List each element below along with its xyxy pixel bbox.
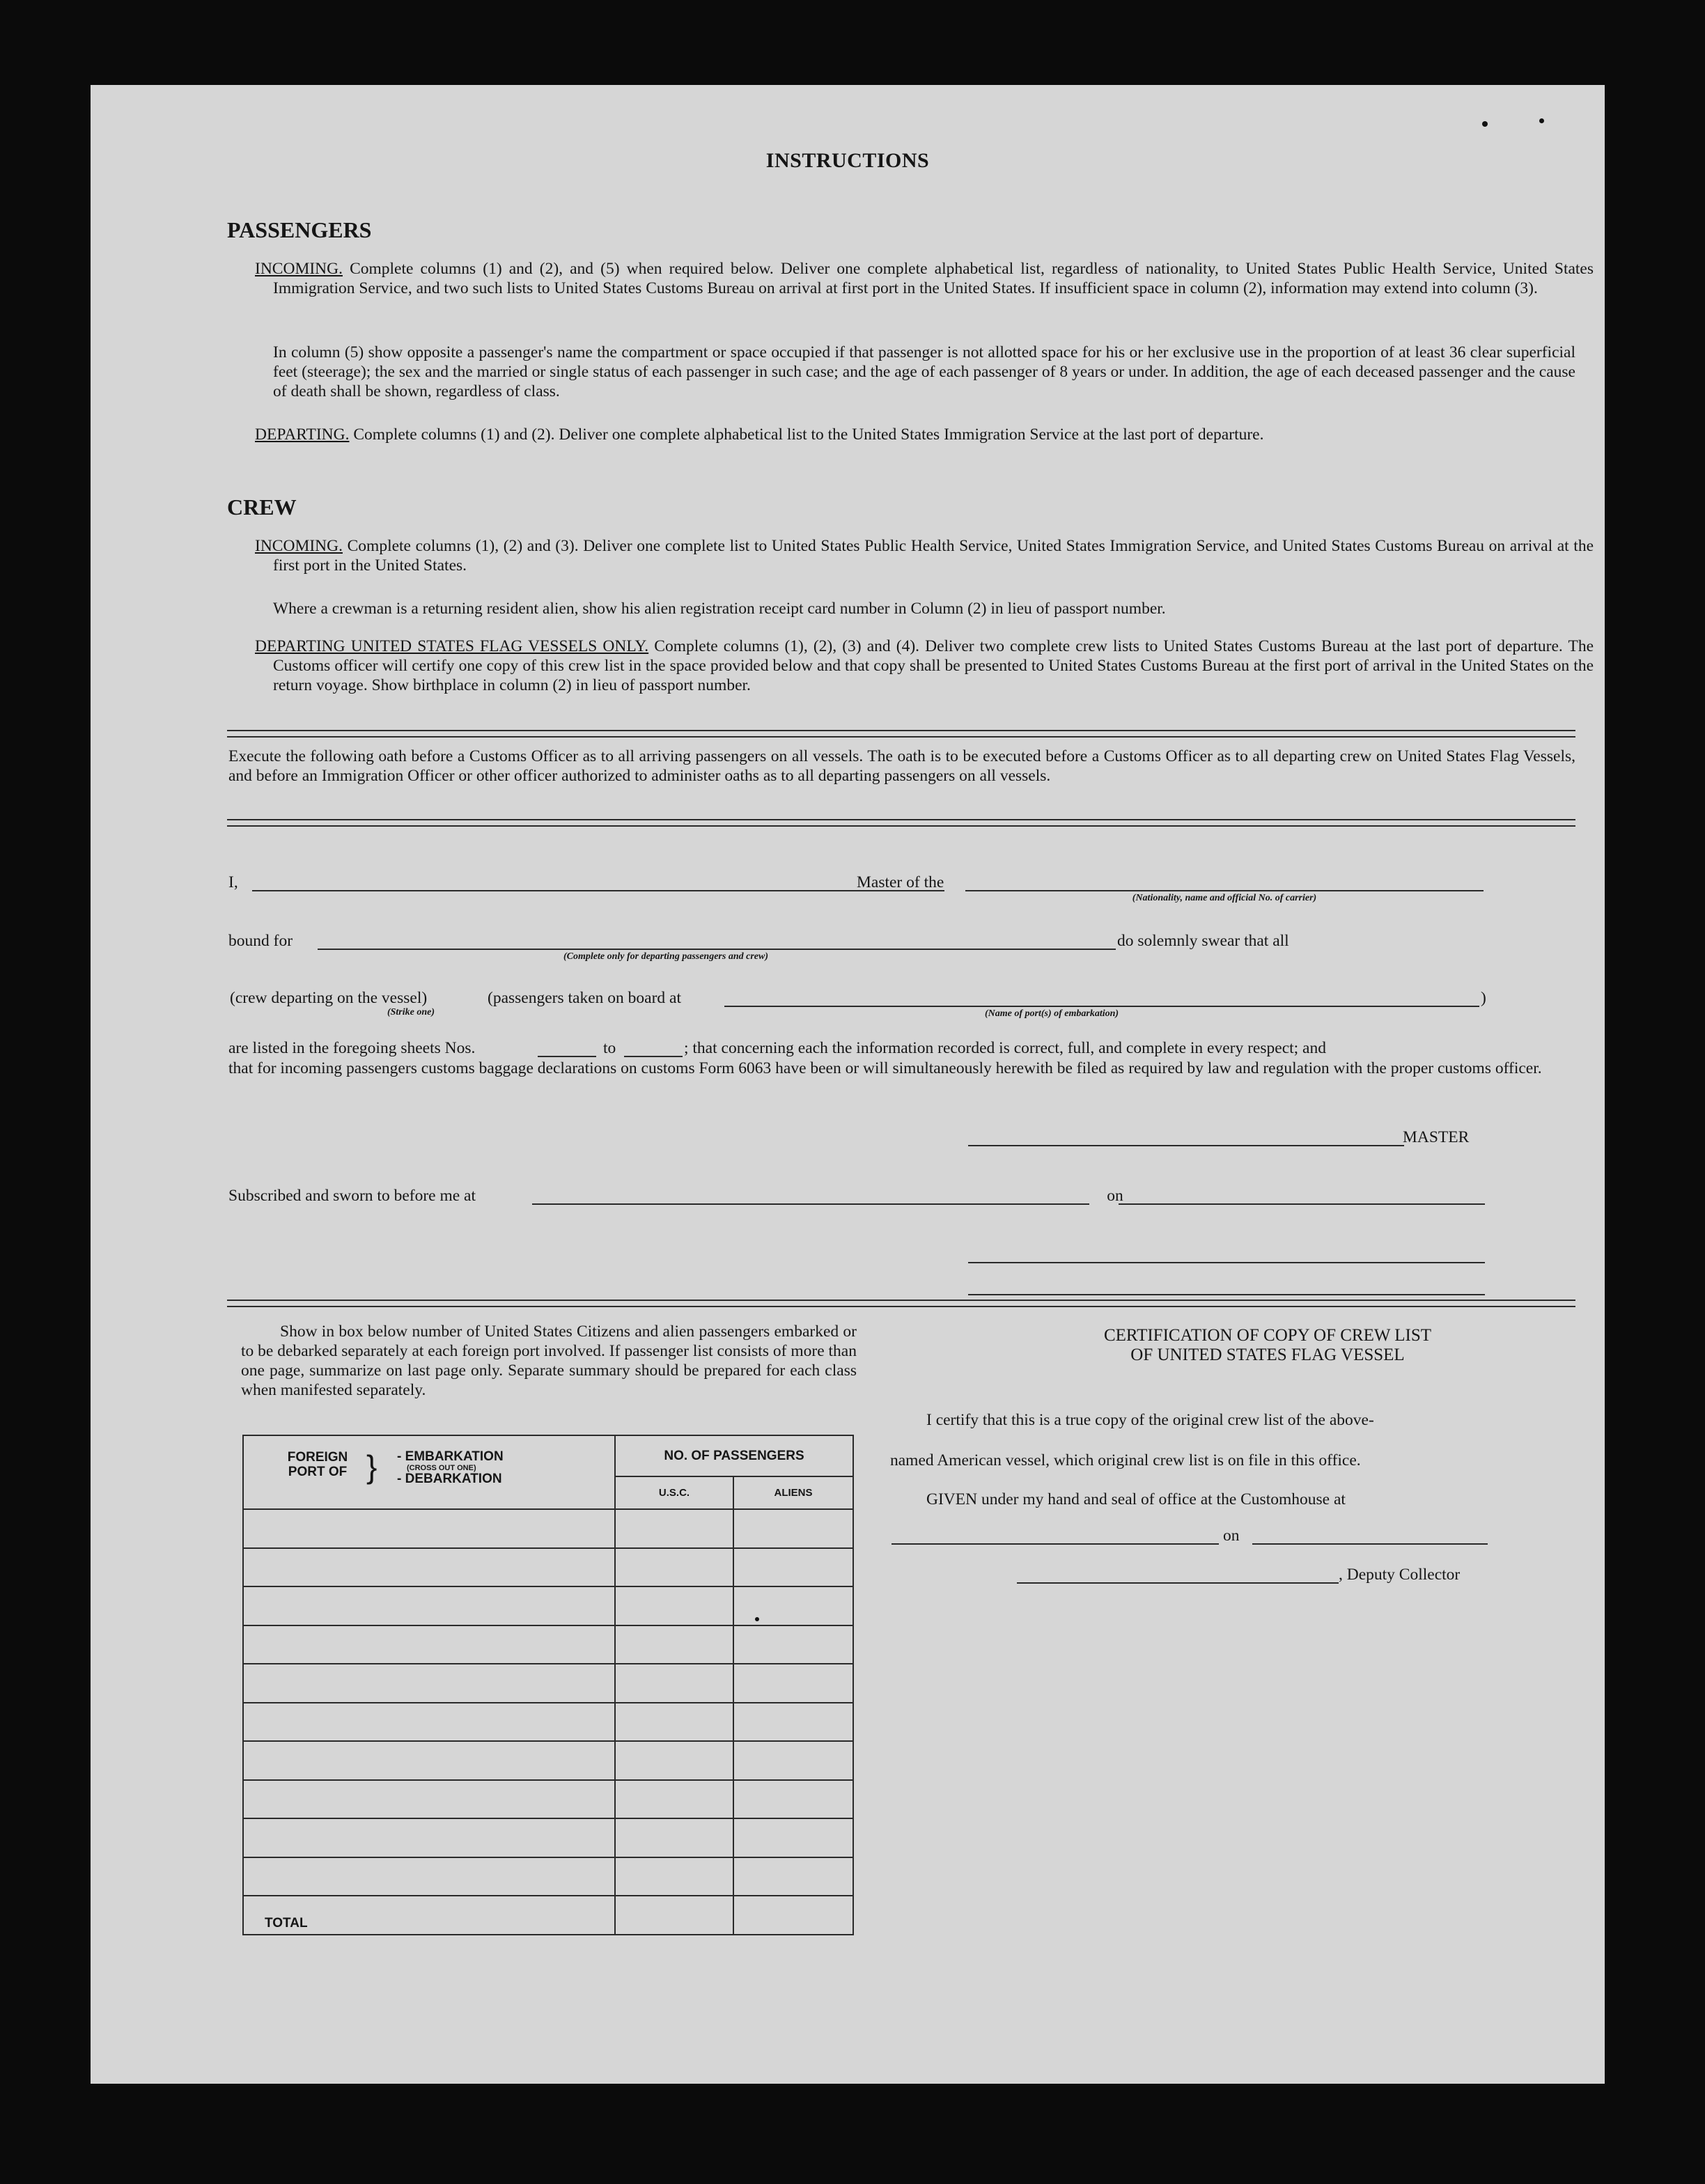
close-paren: ) xyxy=(1481,989,1486,1007)
usc-cell[interactable] xyxy=(615,1586,733,1625)
customhouse-line[interactable] xyxy=(892,1543,1219,1545)
port-cell[interactable] xyxy=(243,1741,615,1780)
sheet-to-line[interactable] xyxy=(624,1056,683,1057)
sworn-date-line[interactable] xyxy=(1119,1203,1485,1205)
table-row xyxy=(243,1548,853,1587)
table-row xyxy=(243,1780,853,1819)
aliens-cell[interactable] xyxy=(733,1548,853,1587)
passengers-board-label: (passengers taken on board at xyxy=(488,989,681,1007)
usc-cell[interactable] xyxy=(615,1780,733,1819)
table-row xyxy=(243,1664,853,1703)
usc-cell[interactable] xyxy=(615,1741,733,1780)
bound-for-label: bound for xyxy=(228,932,293,950)
table-row xyxy=(243,1857,853,1896)
passengers-count-header: NO. OF PASSENGERS xyxy=(615,1435,853,1476)
passengers-incoming-lead: INCOMING. xyxy=(255,260,343,278)
certification-line-3: GIVEN under my hand and seal of office at the Customhouse at xyxy=(926,1490,1346,1508)
total-row xyxy=(243,1896,853,1935)
port-cell[interactable] xyxy=(243,1625,615,1664)
listed-continued: ; that concerning each the information recorded is correct, full, and complete in every respect; and xyxy=(684,1039,1326,1057)
passengers-departing-lead: DEPARTING. xyxy=(255,426,350,444)
aliens-cell[interactable] xyxy=(733,1703,853,1742)
carrier-note: (Nationality, name and official No. of carrier) xyxy=(1132,893,1317,903)
crew-resident-paragraph: Where a crewman is a returning resident alien, show his alien registration receipt card number in Column (2) in lieu of passport number. xyxy=(273,600,1166,618)
crew-heading: CREW xyxy=(227,494,297,520)
listed-declaration: that for incoming passengers customs baggage declarations on customs Form 6063 have been or will simultaneously herewith be filed as required by law and regulation with the proper customs officer. xyxy=(228,1059,1542,1077)
usc-cell[interactable] xyxy=(615,1509,733,1548)
port-cell[interactable] xyxy=(243,1857,615,1896)
oath-i-label: I, xyxy=(228,873,238,891)
port-cell[interactable] xyxy=(243,1586,615,1625)
table-row xyxy=(243,1586,853,1625)
master-of-label: Master of the xyxy=(857,873,944,891)
certification-heading-1: CERTIFICATION OF COPY OF CREW LIST xyxy=(1103,1326,1432,1345)
port-cell[interactable] xyxy=(243,1509,615,1548)
aliens-total-cell[interactable] xyxy=(733,1896,853,1935)
passengers-incoming-text: Complete columns (1) and (2), and (5) when required below. Deliver one complete alphabetical list, regardless of nationality, to United States Public Health Service, United States Immigration Service, and two such lists to United States Customs Bureau on arrival at first port in the United States. If insufficient space in column (2), information may extend into column (3). xyxy=(273,260,1594,297)
total-label: TOTAL xyxy=(243,1896,615,1935)
subscribed-label: Subscribed and sworn to before me at xyxy=(228,1187,476,1205)
port-header xyxy=(243,1435,615,1509)
port-cell[interactable] xyxy=(243,1548,615,1587)
embarkation-ports-line[interactable] xyxy=(724,1006,1479,1007)
passengers-heading: PASSENGERS xyxy=(227,217,372,242)
aliens-cell[interactable] xyxy=(733,1586,853,1625)
certification-line-1: I certify that this is a true copy of the original crew list of the above- xyxy=(926,1411,1374,1429)
sheet-from-line[interactable] xyxy=(538,1056,596,1057)
aliens-header: ALIENS xyxy=(733,1476,853,1509)
table-row xyxy=(243,1703,853,1742)
port-cell[interactable] xyxy=(243,1664,615,1703)
table-row xyxy=(243,1818,853,1857)
certification-line-2: named American vessel, which original crew list is on file in this office. xyxy=(890,1451,1361,1469)
table-row xyxy=(243,1509,853,1548)
scan-speck xyxy=(1539,118,1544,123)
port-cell[interactable] xyxy=(243,1703,615,1742)
crew-departing-label: (crew departing on the vessel) xyxy=(230,989,428,1007)
passengers-incoming-paragraph xyxy=(255,259,1594,298)
aliens-cell[interactable] xyxy=(733,1780,853,1819)
port-cell[interactable] xyxy=(243,1818,615,1857)
listed-to-label: to xyxy=(603,1039,616,1057)
crew-departing-lead: DEPARTING UNITED STATES FLAG VESSELS ONLY. xyxy=(255,637,649,655)
passengers-departing-text: Complete columns (1) and (2). Deliver one complete alphabetical list to the United States Immigration Service at the last port of departure. xyxy=(353,426,1264,444)
carrier-line[interactable] xyxy=(965,890,1484,891)
certification-on-label: on xyxy=(1223,1527,1240,1545)
double-rule xyxy=(227,730,1575,738)
crew-departing-paragraph xyxy=(255,637,1594,695)
debarkation-header: - DEBARKATION xyxy=(397,1472,502,1486)
deputy-signature-line[interactable] xyxy=(1017,1582,1339,1584)
usc-total-cell[interactable] xyxy=(615,1896,733,1935)
brace-glyph: } xyxy=(366,1449,377,1485)
passenger-summary-table xyxy=(242,1435,854,1935)
port-cell[interactable] xyxy=(243,1780,615,1819)
embarkation-ports-note: (Name of port(s) of embarkation) xyxy=(984,1008,1119,1019)
form-page xyxy=(91,85,1605,2084)
scan-speck xyxy=(755,1617,759,1621)
aliens-cell[interactable] xyxy=(733,1857,853,1896)
foreign-port-header: FOREIGN PORT OF xyxy=(287,1450,348,1479)
double-rule xyxy=(227,819,1575,827)
certification-date-line[interactable] xyxy=(1252,1543,1488,1545)
usc-cell[interactable] xyxy=(615,1548,733,1587)
crew-incoming-text: Complete columns (1), (2) and (3). Deliver one complete list to United States Public Health Service, United States Immigration Service, and United States Customs Bureau on arrival at the first port in the United States. xyxy=(273,537,1594,575)
sworn-place-line[interactable] xyxy=(532,1203,1089,1205)
table-row xyxy=(243,1625,853,1664)
officer-title-line[interactable] xyxy=(968,1294,1485,1295)
crew-incoming-paragraph xyxy=(255,536,1594,575)
oath-intro: Execute the following oath before a Customs Officer as to all arriving passengers on all vessels. The oath is to be executed before a Customs Officer as to all departing crew on United States Flag Vessels, and before an Immigration Officer or other officer authorized to administer oaths as to all departing passengers on all vessels. xyxy=(228,747,1575,785)
aliens-cell[interactable] xyxy=(733,1664,853,1703)
passengers-departing-paragraph xyxy=(255,425,1594,444)
usc-cell[interactable] xyxy=(615,1664,733,1703)
bound-for-note: (Complete only for departing passengers and crew) xyxy=(563,951,768,962)
double-rule xyxy=(227,1300,1575,1307)
master-name-line[interactable] xyxy=(252,890,944,891)
summary-instructions: Show in box below number of United States Citizens and alien passengers embarked or to be debarked separately at each foreign port involved. If passenger list consists of more than one page, summarize on last page only. Separate summary should be prepared for each class when manifested separately. xyxy=(241,1323,857,1399)
aliens-cell[interactable] xyxy=(733,1818,853,1857)
swear-label: do solemnly swear that all xyxy=(1117,932,1289,950)
strike-one-note: (Strike one) xyxy=(387,1007,435,1017)
certification-heading-2: OF UNITED STATES FLAG VESSEL xyxy=(1130,1346,1405,1364)
aliens-cell[interactable] xyxy=(733,1741,853,1780)
deputy-collector-label: , Deputy Collector xyxy=(1339,1566,1461,1584)
passengers-column5-paragraph: In column (5) show opposite a passenger's name the compartment or space occupied if that passenger is not allotted space for his or her exclusive use in the proportion of at least 36 clear superficial feet (steerage); the sex and the married or single status of each passenger in such case; and the age of each passenger of 8 years or under. In addition, the age of each deceased passenger and the cause of death shall be shown, regardless of class. xyxy=(273,343,1575,400)
aliens-cell[interactable] xyxy=(733,1625,853,1664)
bound-for-line[interactable] xyxy=(318,949,1116,950)
master-label: MASTER xyxy=(1403,1128,1470,1146)
usc-cell[interactable] xyxy=(615,1703,733,1742)
crew-incoming-lead: INCOMING. xyxy=(255,537,343,555)
table-row xyxy=(243,1741,853,1780)
master-signature-line[interactable] xyxy=(968,1145,1404,1146)
usc-cell[interactable] xyxy=(615,1818,733,1857)
sworn-on-label: on xyxy=(1107,1187,1123,1205)
crew-departing-text: Complete columns (1), (2), (3) and (4). Deliver two complete crew lists to United States Customs Bureau at the last port of departure. The Customs officer will certify one copy of this crew list in the space provided below and that copy shall be presented to United States Customs Bureau at the first port of arrival in the United States on the return voyage. Show birthplace in column (2) in lieu of passport number. xyxy=(273,637,1594,694)
usc-header: U.S.C. xyxy=(615,1476,733,1509)
aliens-cell[interactable] xyxy=(733,1509,853,1548)
embarkation-header: - EMBARKATION xyxy=(397,1449,504,1464)
cross-out-note: (CROSS OUT ONE) xyxy=(407,1464,476,1472)
page-title: INSTRUCTIONS xyxy=(765,149,930,172)
usc-cell[interactable] xyxy=(615,1857,733,1896)
usc-cell[interactable] xyxy=(615,1625,733,1664)
listed-label: are listed in the foregoing sheets Nos. xyxy=(228,1039,476,1057)
officer-signature-line[interactable] xyxy=(968,1262,1485,1263)
scan-speck xyxy=(1482,121,1488,127)
